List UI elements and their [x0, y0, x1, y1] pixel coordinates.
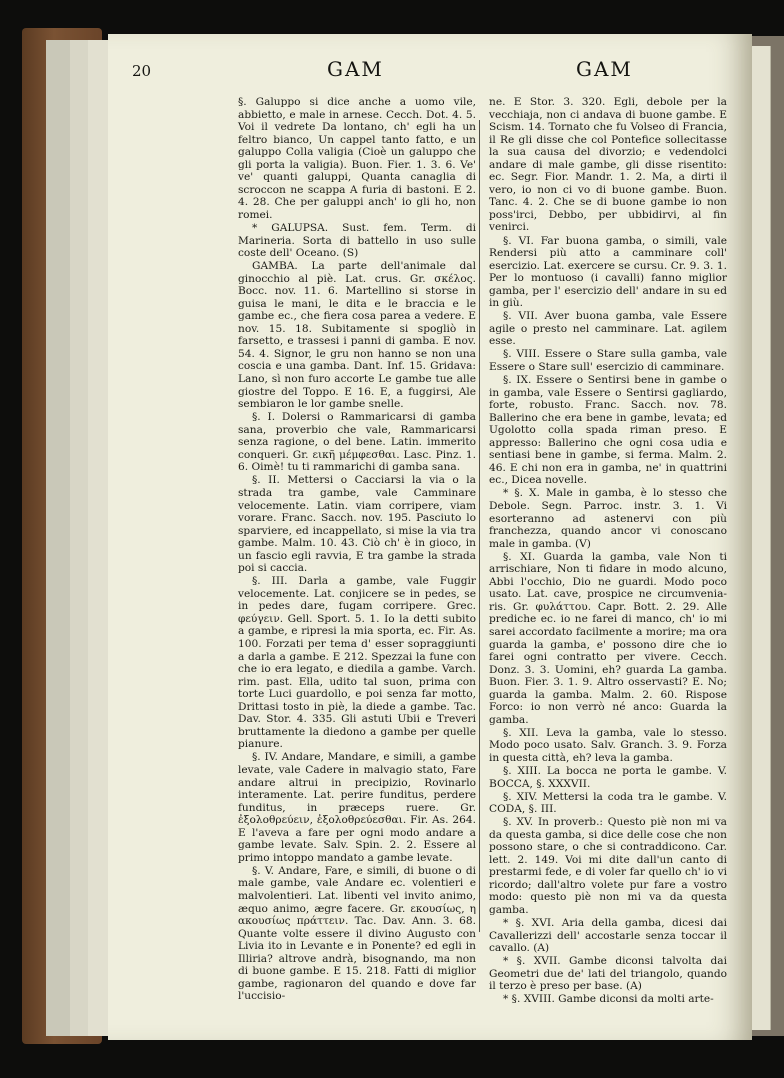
entry-paragraph: * §. XVI. Aria della gamba, dicesi dai Cavallerizzi dell' accostarle senza toccar il cavallo. (A) — [489, 917, 727, 955]
entry-paragraph: §. VI. Far buona gamba, o simili, vale Rendersi più atto a camminare coll' esercizio. Lat. exercere se cursu. Cr. 9. 3. 1. Per lo montuoso (i cavalli) fanno miglior gamba, per l' esercizio dell' andare in su ed in giù. — [489, 234, 727, 310]
entry-paragraph: §. IX. Essere o Sentirsi bene in gambe o in gamba, vale Essere o Sentirsi gagliardo, forte, robusto. Franc. Sacch. nov. 78. Ballerino che era bene in gambe, levata; ed Ugolotto colla spada riman preso. E appresso: Ballerino che ogni cosa udia e sentiasi bene in gambe, si ferma. Malm. 2. 46. E chi non era in gamba, ne' in quattrini ec., Dicea novelle. — [489, 374, 727, 487]
entry-paragraph: §. III. Darla a gambe, vale Fuggir velocemente. Lat. conjicere se in pedes, se in pedes dare, fugam corripere. Grec. φεύγειν. Gell. Sport. 5. 1. Io la detti subito a gambe, e ripresi la mia sporta, ec. Fir. As. 100. Forzati per tema d' esser sopraggiunti a darla a gambe. E 212. Spezzai la fune con che io era legato, e diedila a gambe. Varch. rim. past. Ella, udito tal suon, prima con torte Luci guardollo, e poi senza far motto, Drittasi tosto in piè, la diede a gambe. Tac. Dav. Stor. 4. 335. Gli astuti Ubii e Treveri bruttamente la diedono a gambe per quelle pianure. — [238, 575, 476, 751]
entry-paragraph: §. VIII. Essere o Stare sulla gamba, vale Essere o Stare sull' esercizio di camminare. — [489, 348, 727, 373]
running-head-right: GAM — [576, 57, 633, 81]
entry-paragraph: * GALUPSA. Sust. fem. Term. di Marineria. Sorta di battello in uso sulle coste dell' Oceano. (S) — [238, 221, 476, 260]
entry-paragraph: §. IV. Andare, Mandare, e simili, a gambe levate, vale Cadere in malvagio stato, Fare andare altrui in precipizio, Rovinarlo interamente. Lat. perire funditus, perdere funditus, in præceps ruere. Gr. ἐξολοθρεύειν, ἐξολοθρεύεσθαι. Fir. As. 264. E l'aveva a fare per ogni modo andare a gambe levate. Salv. Spin. 2. 2. Essere al primo intoppo mandato a gambe levate. — [238, 751, 476, 864]
running-head-left: GAM — [327, 57, 384, 81]
entry-paragraph: §. XI. Guarda la gamba, vale Non ti arrischiare, Non ti fidare in modo alcuno, Abbi l'occhio, Dio ne guardi. Modo poco usato. Lat. cave, prospice ne circumvenia-ris. Gr. φυλάττου. Capr. Bott. 2. 29. Alle prediche ec. io ne farei di manco, ch' io mi sarei accordato facilmente a morire; ma ora guarda la gamba, e' possono dire che io farei ogni contratto per vivere. Cecch. Donz. 3. 3. Uomini, eh? guarda La gamba. Buon. Fier. 3. 1. 9. Altro osservasti? E. No; guarda la gamba. Malm. 2. 60. Rispose Forco: io non verrò né anco: Guarda la gamba. — [489, 550, 727, 726]
entry-paragraph: GAMBA. La parte dell'animale dal ginocchio al piè. Lat. crus. Gr. σκέλος. Bocc. nov. 11. 6. Martellino si storse in guisa le mani, le dita e le braccia e le gambe ec., che fiera cosa parea a vedere. E nov. 15. 18. Subitamente si spogliò in farsetto, e trassesi i panni di gamba. E nov. 54. 4. Signor, le gru non hanno se non una coscia e una gamba. Dant. Inf. 15. Gridava: Lano, sì non furo accorte Le gambe tue alle giostre del Toppo. E 16. E, a fuggirsi, Ale sembiaron le lor gambe snelle. — [238, 260, 476, 411]
entry-paragraph: * §. XVII. Gambe diconsi talvolta dai Geometri due de' lati del triangolo, quando il terzo è preso per base. (A) — [489, 955, 727, 993]
page-header — [0, 56, 784, 86]
entry-paragraph: §. Galuppo si dice anche a uomo vile, abbietto, e male in arnese. Cecch. Dot. 4. 5. Voi il vedrete Da lontano, ch' egli ha un feltro bianco, Un cappel tanto fatto, e un galuppo Colla valigia (Cioè un galuppo che gli porta la valigia). Buon. Fier. 1. 3. 6. Ve' ve' quanti galuppi, Quanta canaglia di scroccon ne scappa A furia di bastoni. E 2. 4. 28. Che per galuppi anch' io gli ho, non romei. — [238, 96, 476, 221]
page-number: 20 — [132, 62, 152, 80]
left-column — [238, 96, 476, 1003]
entry-paragraph: ne. E Stor. 3. 320. Egli, debole per la vecchiaja, non ci andava di buone gambe. E Scism. 14. Tornato che fu Volseo di Francia, il Re gli disse che col Pontefice sollecitasse la sua causa del divorzio; e vedendolci andare di male gambe, gli disse risentito: ec. Segr. Fior. Mandr. 1. 2. Ma, a dirti il vero, io non ci vo di buone gambe. Buon. Tanc. 4. 2. Che se di buone gambe io non poss'irci, Debbo, per ubbidirvi, al fin venirci. — [489, 96, 727, 234]
entry-paragraph: * §. X. Male in gamba, è lo stesso che Debole. Segn. Parroc. instr. 3. 1. Vi esorteranno ad astenervi con più franchezza, quando ancor vi conoscano male in gamba. (V) — [489, 487, 727, 550]
entry-paragraph: §. XII. Leva la gamba, vale lo stesso. Modo poco usato. Salv. Granch. 3. 9. Forza in questa città, eh? leva la gamba. — [489, 726, 727, 764]
entry-paragraph: §. XIV. Mettersi la coda tra le gambe. V. CODA, §. III. — [489, 790, 727, 816]
entry-paragraph: §. I. Dolersi o Rammaricarsi di gamba sana, proverbio che vale, Rammaricarsi senza ragione, o del bene. Latin. immerito conqueri. Gr. εικῆ μέμφεσθαι. Lasc. Pinz. 1. 6. Oimè! tu ti rammarichi di gamba sana. — [238, 411, 476, 474]
entry-paragraph: * §. XVIII. Gambe diconsi da molti arte- — [503, 993, 714, 1006]
entry-paragraph: §. VII. Aver buona gamba, vale Essere agile o presto nel camminare. Lat. agilem esse. — [489, 310, 727, 348]
page-stack — [88, 40, 109, 1036]
entry-paragraph: §. V. Andare, Fare, e simili, di buone o di male gambe, vale Andare ec. volentieri e malvolentieri. Lat. libenti vel invito animo, æquo animo, ægre facere. Gr. εκουσίως, η ακουσίως πράττειν. Tac. Dav. Ann. 3. 68. Quante volte essere il divino Augusto con Livia ito in Levante e in Ponente? ed egli in Illiria? altrove andrà, bisognando, ma non di buone gambe. E 15. 218. Fatti di miglior gambe, ragionaron del quando e dove far l'uccisio- — [238, 864, 476, 1003]
entry-paragraph: §. XIII. La bocca ne porta le gambe. V. BOCCA, §. XXXVII. — [489, 764, 727, 790]
right-column — [489, 96, 727, 1006]
column-divider — [479, 120, 480, 932]
entry-paragraph: §. II. Mettersi o Cacciarsi la via o la strada tra gambe, vale Camminare velocemente. Latin. viam corripere, viam vorare. Franc. Sacch. nov. 195. Pasciuto lo sparviere, ed incappellato, si mise la via tra gambe. Malm. 10. 43. Ciò ch' è in gioco, in un fascio egli ravvia, E tra gambe la strada poi si caccia. — [238, 474, 476, 575]
entry-paragraph: §. XV. In proverb.: Questo piè non mi va da questa gamba, si dice delle cose che non possono stare, o che si contraddicono. Car. lett. 2. 149. Voi mi dite dall'un canto di prestarmi fede, e di voler far quello ch' io vi ricordo; dall'altro volete pur fare a vostro modo: questo piè non mi va da questa gamba. — [489, 816, 727, 916]
